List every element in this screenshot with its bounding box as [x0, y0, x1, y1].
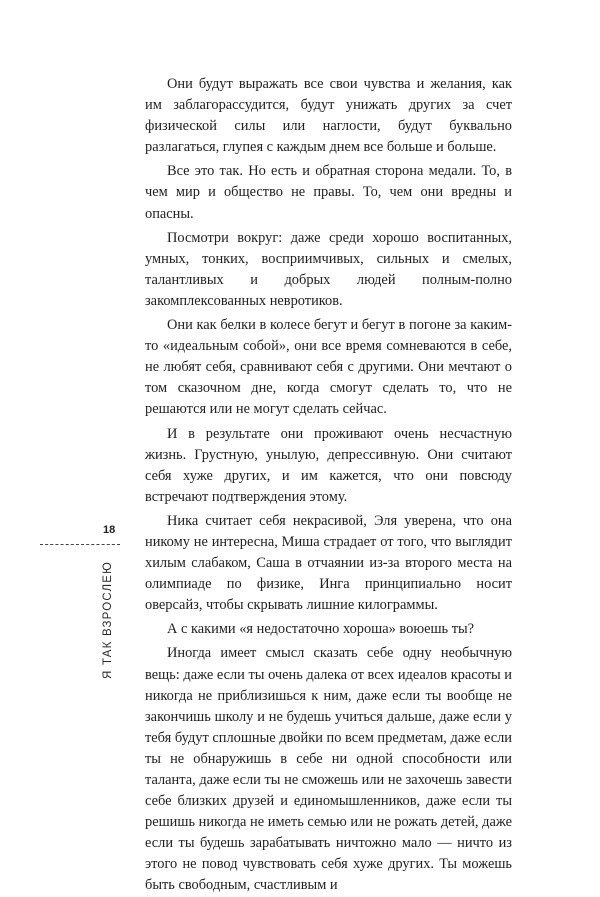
dashed-divider [40, 544, 120, 545]
paragraph: Они как белки в колесе бегут и бегут в погоне за каким-то «идеальным собой», они все время сомневаются в себе, не любят себя, сравнивают себя с другими. Они мечтают о том сказочном дне, когда смогут сделать то, что не решаются или не могут сделать сейчас. [145, 317, 512, 418]
paragraph: Ника считает себя некрасивой, Эля уверена, что она никому не интересна, Миша страдает от того, что выглядит хилым слабаком, Саша в отчаянии из-за второго места на олимпиаде по физике, Инга принципиально носит оверсайз, чтобы скрывать лишние килограммы. [145, 512, 512, 614]
paragraph: А с какими «я недостаточно хороша» воюешь ты? [167, 621, 475, 638]
running-head: Я ТАК ВЗРОСЛЕЮ [102, 561, 114, 679]
paragraph: Посмотри вокруг: даже среди хорошо воспитанных, умных, тонких, восприимчивых, сильных и смелых, талантливых и добрых людей полным-полно закомплексованных невротиков. [145, 229, 512, 309]
page-number: 18 [103, 524, 116, 536]
paragraph: Иногда имеет смысл сказать себе одну необычную вещь: даже если ты очень далека от всех идеалов красоты и никогда не приблизишься к ним, даже если ты вообще не закончишь школу и не будешь учиться дальше, даже если у тебя будут сплошные двойки по всем предметам, даже если ты не обнаружишь в себе ни одной способности или таланта, даже если ты не сможешь или не захочешь завести себе близких друзей и единомышленников, даже если ты решишь никогда не иметь семью или не рожать детей, даже если ты будешь зарабатывать ничтожно мало — ничто из этого не повод чувствовать себя хуже других. Ты можешь быть свободным, счастливым и [145, 645, 512, 894]
paragraph: Все это так. Но есть и обратная сторона медали. То, в чем мир и общество не правы. То, чем они вредны и опасны. [145, 163, 512, 222]
paragraph: Они будут выражать все свои чувства и желания, как им заблагорассудится, будут унижать других за счет физической силы или наглости, будут буквально разлагаться, глупея с каждым днем все больше и больше. [145, 76, 512, 156]
paragraph: И в результате они проживают очень несчастную жизнь. Грустную, унылую, депрессивную. Они считают себя хуже других, и им кажется, что они повсюду встречают подтверждения этому. [145, 425, 512, 505]
body-text [145, 74, 512, 897]
